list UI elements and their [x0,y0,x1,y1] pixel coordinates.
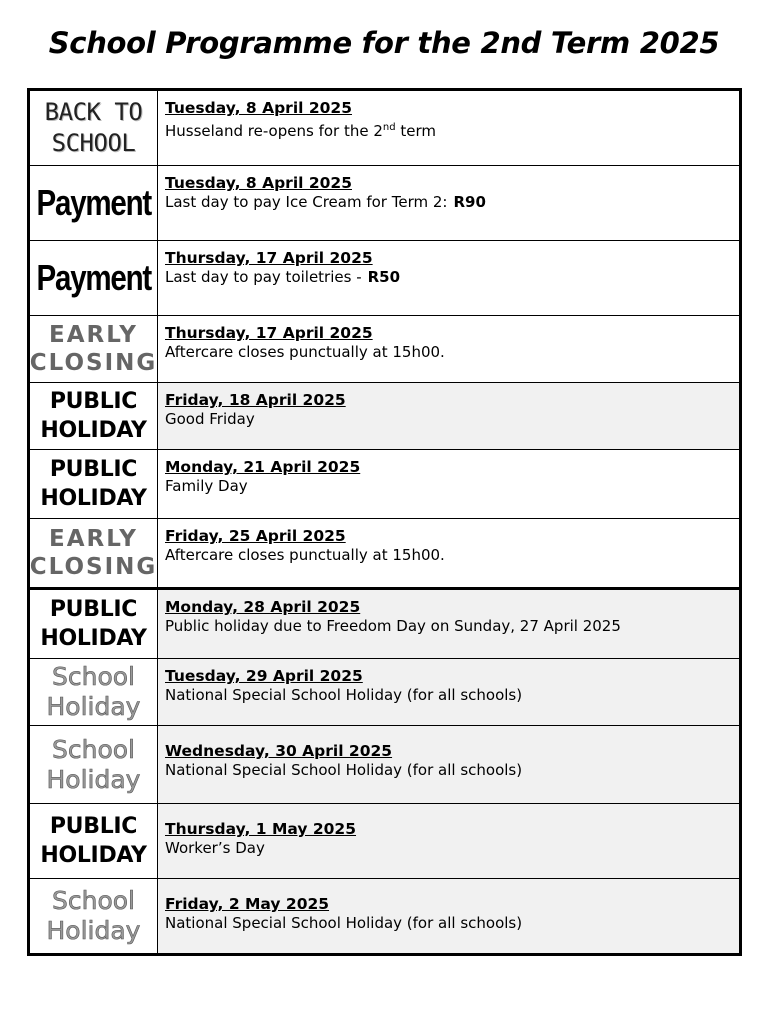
table-row [30,383,739,450]
table-row [30,316,739,383]
badge-line-2: HOLIDAY [40,626,147,651]
payment-amount: R90 [453,193,486,211]
event-description: Aftercare closes punctually at 15h00. [165,343,445,361]
table-row [30,519,739,590]
badge-line-1: Payment [36,257,151,298]
row-content [158,241,739,315]
event-description: Aftercare closes punctually at 15h00. [165,546,445,564]
badge-line-1: School [51,734,135,764]
payment-badge [30,166,158,240]
badge-line-1: PUBLIC [49,597,138,622]
badge-line-1: EARLY [49,322,138,348]
event-date: Friday, 2 May 2025 [165,895,330,913]
payment-badge [30,241,158,315]
badge-line-1: School [51,662,135,691]
table-row [30,659,739,726]
event-date: Friday, 25 April 2025 [165,527,346,545]
table-row [30,91,739,166]
event-description: Last day to pay Ice Cream for Term 2: R90 [165,193,486,211]
event-date: Thursday, 17 April 2025 [165,249,373,267]
table-row [30,241,739,316]
public-holiday-badge [30,590,158,658]
public-holiday-badge [30,804,158,878]
event-date: Monday, 28 April 2025 [165,598,361,616]
school-holiday-badge [30,726,158,803]
event-description: National Special School Holiday (for all schools) [165,686,523,704]
event-description: National Special School Holiday (for all schools) [165,914,523,932]
row-content [158,450,739,518]
event-description: Husseland re-opens for the 2nd term [165,122,436,140]
row-content [158,659,739,725]
row-content [158,166,739,240]
event-description: Good Friday [165,410,255,428]
table-row [30,879,739,953]
event-description: Family Day [165,477,248,495]
table-row [30,804,739,879]
page-title: School Programme for the 2nd Term 2025 [48,26,720,60]
badge-line-2: SCHOOL [51,129,136,157]
badge-line-2: CLOSING [30,350,158,376]
event-description: National Special School Holiday (for all schools) [165,761,523,779]
row-content [158,383,739,449]
back-to-school-badge [30,91,158,165]
table-row [30,726,739,804]
row-content [158,316,739,382]
event-date: Monday, 21 April 2025 [165,458,361,476]
badge-line-1: PUBLIC [49,457,138,482]
event-date: Wednesday, 30 April 2025 [165,742,393,760]
event-date: Tuesday, 8 April 2025 [165,99,352,117]
row-content [158,519,739,587]
badge-line-1: School [51,886,135,915]
badge-line-1: EARLY [49,526,138,552]
event-description: Last day to pay toiletries - R50 [165,268,401,286]
badge-line-2: Holiday [46,916,141,945]
event-date: Thursday, 1 May 2025 [165,820,357,838]
row-content [158,879,739,953]
event-date: Tuesday, 29 April 2025 [165,667,363,685]
badge-line-1: Payment [36,182,151,223]
row-content [158,804,739,878]
school-holiday-badge [30,659,158,725]
school-holiday-badge [30,879,158,953]
event-date: Tuesday, 8 April 2025 [165,174,352,192]
table-row [30,166,739,241]
event-description: Worker’s Day [165,839,265,857]
early-closing-badge [30,519,158,587]
badge-line-1: PUBLIC [49,389,138,414]
event-date: Friday, 18 April 2025 [165,391,346,409]
event-description: Public holiday due to Freedom Day on Sunday, 27 April 2025 [165,617,621,635]
badge-line-1: BACK TO [44,98,143,126]
row-content [158,91,739,165]
table-row [30,450,739,519]
event-date: Thursday, 17 April 2025 [165,324,373,342]
row-content [158,726,739,803]
badge-line-2: CLOSING [30,554,158,580]
row-content [158,590,739,658]
badge-line-2: HOLIDAY [40,486,147,511]
badge-line-2: HOLIDAY [40,843,147,868]
badge-line-2: HOLIDAY [40,418,147,443]
badge-line-2: Holiday [46,764,141,794]
term-schedule-table [27,88,742,956]
table-row [30,590,739,659]
badge-line-2: Holiday [46,692,141,721]
badge-line-1: PUBLIC [49,814,138,839]
public-holiday-badge [30,450,158,518]
public-holiday-badge [30,383,158,449]
payment-amount: R50 [367,268,401,286]
early-closing-badge [30,316,158,382]
